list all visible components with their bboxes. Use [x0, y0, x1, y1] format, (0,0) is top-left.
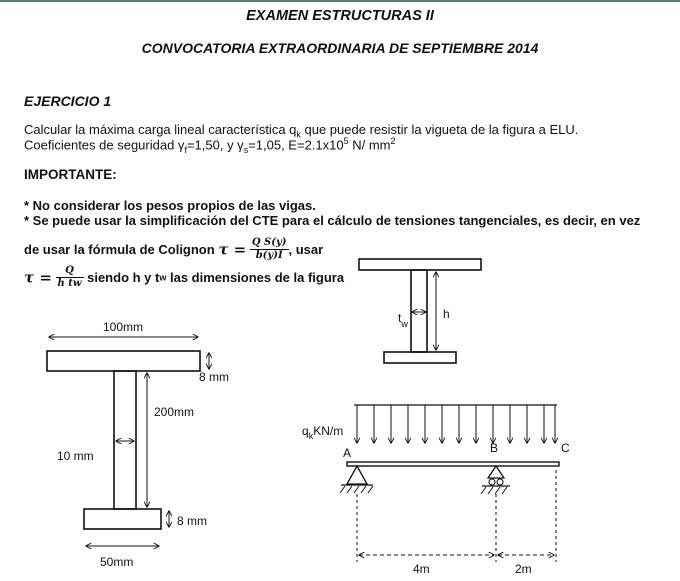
simplified-denominator: h tw	[57, 278, 82, 289]
section-bottom-flange	[84, 509, 161, 529]
load-label-subscript: k	[308, 431, 314, 441]
support-b-wheel	[489, 479, 495, 485]
span-bc-label: 2m	[515, 562, 532, 576]
statement-subscript: f	[184, 144, 187, 155]
tw-label-subscript: w	[401, 319, 408, 329]
tw-label	[398, 311, 408, 329]
generic-top-flange	[359, 259, 481, 270]
point-b-label: B	[490, 441, 499, 455]
exercise-title: EJERCICIO 1	[24, 93, 112, 109]
statement-text: =1,50, y γ	[186, 137, 244, 153]
statement-superscript: 5	[343, 136, 349, 146]
colignon-denominator: b(y)I	[255, 250, 283, 261]
colignon-numerator: Q S(y)	[251, 237, 287, 248]
note-bullet-2: * Se puede usar la simplificación del CTE para el cálculo de tensiones tangenciales, es decir, en vez	[24, 213, 641, 228]
web-thickness-label: 10 mm	[57, 449, 94, 463]
span-ab-label: 4m	[413, 562, 430, 576]
note-bullet-1: * No considerar los pesos propios de las vigas.	[24, 198, 316, 213]
note-text: , usar	[288, 242, 324, 257]
support-b-roller	[488, 466, 504, 478]
statement-subscript: k	[296, 129, 301, 140]
generic-web	[411, 270, 427, 352]
h-label: h	[443, 307, 450, 321]
statement-text: Calcular la máxima carga lineal característica q	[24, 122, 297, 137]
section-web	[114, 371, 136, 509]
support-b-hatch	[481, 487, 507, 494]
statement-text: =1,05, E=2.1x10	[248, 137, 344, 153]
load-arrows	[357, 405, 555, 443]
tw-label-letter: t	[398, 311, 402, 325]
flange-width-label: 100mm	[103, 320, 144, 334]
statement-subscript: s	[243, 144, 249, 155]
support-a-hatch	[340, 486, 373, 493]
tau-symbol: τ =	[24, 268, 52, 287]
important-title: IMPORTANTE:	[24, 167, 117, 182]
bottom-flange-thickness-label: 8 mm	[177, 514, 207, 528]
web-height-label: 200mm	[154, 405, 195, 419]
section-top-flange	[47, 351, 200, 371]
load-label-units: KN/m	[313, 424, 344, 438]
support-a-pin	[347, 466, 367, 484]
note-text: siendo h y t	[83, 270, 160, 285]
note-text: de usar la fórmula de Colignon	[24, 242, 219, 257]
flange-thickness-label: 8 mm	[199, 370, 229, 384]
statement-text: Coeficientes de seguridad γ	[24, 137, 185, 153]
simplified-numerator: Q	[56, 265, 84, 278]
load-label	[302, 424, 343, 441]
support-b-wheel	[497, 479, 503, 485]
generic-bottom-flange	[384, 352, 456, 363]
generic-i-section	[359, 259, 481, 363]
dimension-extension-lines	[357, 470, 556, 562]
exam-subtitle: CONVOCATORIA EXTRAORDINARIA DE SEPTIEMBRE 2014	[141, 40, 539, 56]
note-text: las dimensiones de la figura	[166, 270, 345, 285]
tau-symbol: τ =	[218, 240, 247, 259]
beam	[347, 462, 559, 466]
point-c-label: C	[561, 441, 570, 455]
load-label-q: q	[302, 424, 309, 438]
statement-superscript: 2	[390, 136, 396, 146]
point-a-label: A	[343, 446, 352, 460]
exam-title: EXAMEN ESTRUCTURAS II	[246, 8, 434, 24]
note-subscript: w	[159, 272, 167, 283]
statement-text: N/ mm	[348, 137, 391, 153]
beam-diagram	[340, 405, 559, 562]
statement-text: que puede resistir la vigueta de la figura a ELU.	[300, 122, 579, 137]
bottom-flange-width-label: 50mm	[100, 555, 134, 569]
